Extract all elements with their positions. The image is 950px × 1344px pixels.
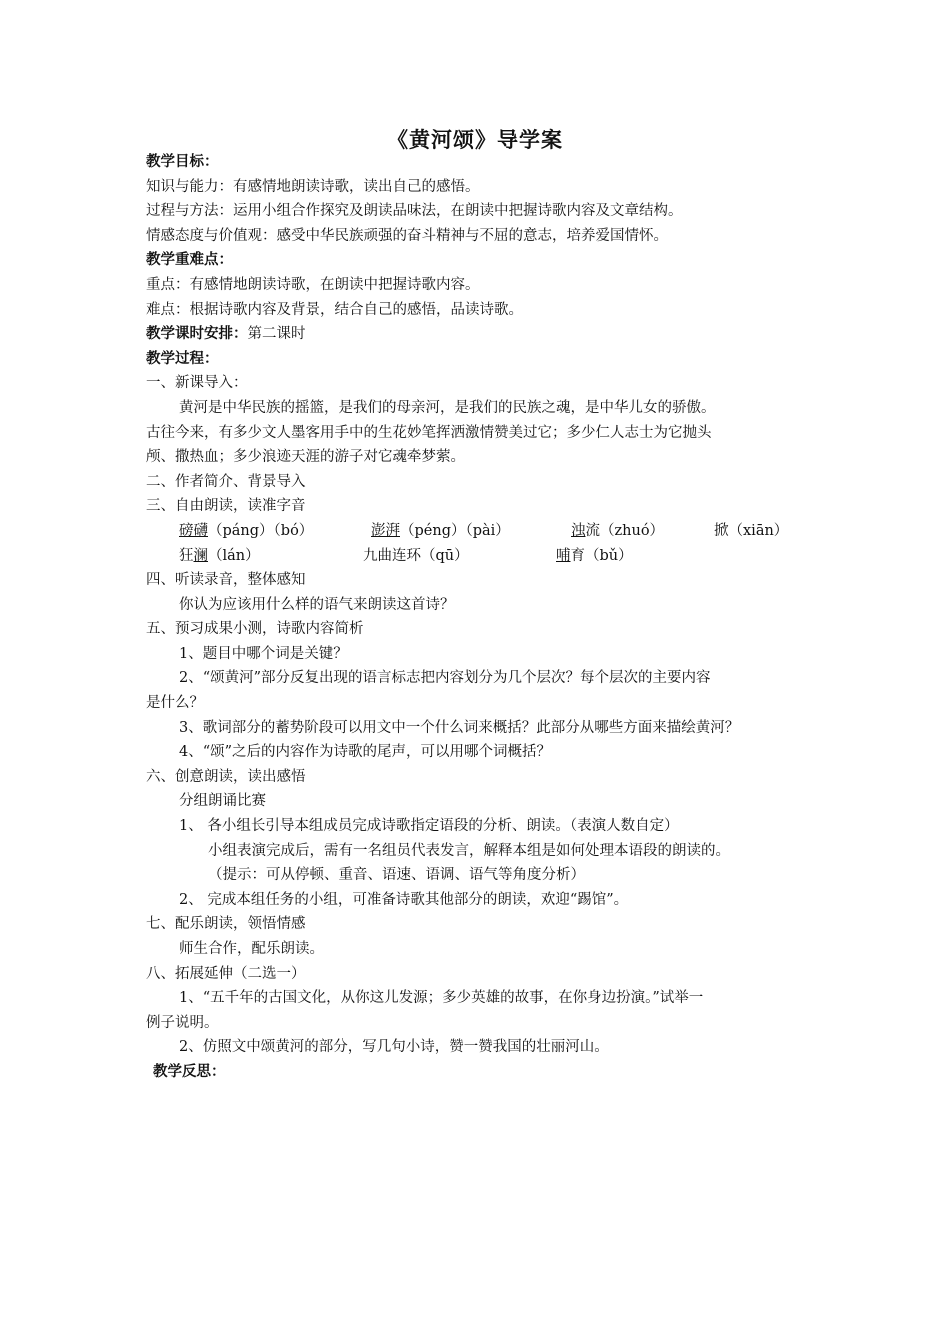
section-6-item-1: 1、 各小组长引导本组成员完成诗歌指定语段的分析、朗读。（表演人数自定） (179, 818, 679, 835)
vocab-word: 浊 (571, 522, 586, 539)
section-5-q4: 4、“颂”之后的内容作为诗歌的尾声，可以用哪个词概括？ (179, 744, 552, 761)
section-6-title: 六、创意朗读，读出感悟 (146, 768, 306, 785)
vocab-item (556, 544, 633, 569)
keypoint-difficulty: 难点：根据诗歌内容及背景，结合自己的感悟，品读诗歌。 (146, 301, 523, 318)
vocab-item (179, 519, 313, 544)
section-1-line-1: 黄河是中华民族的摇篮，是我们的母亲河，是我们的民族之魂，是中华儿女的骄傲。 (179, 399, 716, 416)
section-5-q1: 1、题目中哪个词是关键？ (179, 645, 348, 662)
document-title: 《黄河颂》导学案 (387, 128, 563, 152)
section-3-title: 三、自由朗读，读准字音 (146, 498, 306, 515)
vocab-pinyin: （zhuó） (600, 522, 665, 539)
vocab-row-1 (146, 519, 826, 544)
vocab-item (371, 519, 510, 544)
section-1-line-2: 古往今来，有多少文人墨客用手中的生花妙笔挥洒激情赞美过它；多少仁人志士为它抛头 (146, 424, 712, 441)
vocab-word: 澎湃 (371, 522, 400, 539)
section-5-q3: 3、歌词部分的蓄势阶段可以用文中一个什么词来概括？此部分从哪些方面来描绘黄河？ (179, 719, 740, 736)
objective-emotion: 情感态度与价值观：感受中华民族顽强的奋斗精神与不屈的意志，培养爱国情怀。 (146, 227, 668, 244)
vocab-rest: 育 (570, 547, 585, 564)
vocab-word: 磅礴 (179, 522, 208, 539)
section-8-q1-cont: 例子说明。 (146, 1014, 219, 1031)
section-6-item-1-detail: 小组表演完成后，需有一名组员代表发言，解释本组是如何处理本语段的朗读的。 (208, 842, 730, 859)
vocab-pinyin: （bǔ） (585, 547, 633, 564)
section-7-title: 七、配乐朗读，领悟情感 (146, 916, 306, 933)
section-5-q2-cont: 是什么？ (146, 695, 204, 712)
document-body (146, 150, 826, 1085)
vocab-row-2 (146, 544, 826, 569)
schedule-heading: 教学课时安排： (146, 326, 248, 343)
section-8-q1: 1、“五千年的古国文化，从你这儿发源；多少英雄的故事，在你身边扮演。”试举一 (179, 990, 704, 1007)
section-8-title: 八、拓展延伸（二选一） (146, 965, 306, 982)
section-5-title: 五、预习成果小测，诗歌内容简析 (146, 621, 364, 638)
section-4-title: 四、听读录音，整体感知 (146, 572, 306, 589)
vocab-item (179, 544, 260, 569)
section-1-title: 一、新课导入： (146, 375, 248, 392)
schedule-line (146, 322, 826, 347)
keypoint-focus: 重点：有感情地朗读诗歌，在朗读中把握诗歌内容。 (146, 276, 480, 293)
section-4-line: 你认为应该用什么样的语气来朗读这首诗？ (179, 596, 455, 613)
section-6-item-2: 2、 完成本组任务的小组，可准备诗歌其他部分的朗读，欢迎“踢馆”。 (179, 891, 629, 908)
section-1-line-3: 颅、撒热血；多少浪迹天涯的游子对它魂牵梦萦。 (146, 449, 465, 466)
section-6-item-1-hint: （提示：可从停顿、重音、语速、语调、语气等角度分析） (208, 867, 585, 884)
schedule-value: 第二课时 (247, 326, 306, 343)
vocab-word: 澜 (193, 547, 208, 564)
section-8-q2: 2、仿照文中颂黄河的部分，写几句小诗，赞一赞我国的壮丽河山。 (179, 1039, 609, 1056)
vocab-word: 哺 (556, 547, 571, 564)
vocab-item: 九曲连环（qū） (363, 547, 469, 564)
vocab-rest: 流 (585, 522, 600, 539)
objective-knowledge: 知识与能力：有感情地朗读诗歌，读出自己的感悟。 (146, 178, 480, 195)
vocab-pinyin: （páng）（bó） (208, 522, 314, 539)
objective-process: 过程与方法：运用小组合作探究及朗读品味法，在朗读中把握诗歌内容及文章结构。 (146, 203, 683, 220)
section-6-sub: 分组朗诵比赛 (179, 793, 266, 810)
vocab-item (714, 519, 788, 544)
vocab-pinyin: （xiān） (728, 522, 789, 539)
process-heading: 教学过程： (146, 350, 219, 367)
keypoints-heading: 教学重难点： (146, 252, 233, 269)
vocab-item (571, 519, 664, 544)
section-7-line: 师生合作，配乐朗读。 (179, 941, 324, 957)
reflection-heading: 教学反思： (153, 1063, 226, 1080)
section-2-title: 二、作者简介、背景导入 (146, 473, 306, 490)
vocab-pinyin: （péng）（pài） (400, 522, 510, 539)
objectives-heading: 教学目标： (146, 154, 219, 170)
vocab-word: 掀 (714, 522, 729, 539)
vocab-pinyin: （lán） (208, 547, 260, 564)
section-5-q2: 2、“颂黄河”部分反复出现的语言标志把内容划分为几个层次？每个层次的主要内容 (179, 670, 711, 687)
vocab-prefix: 狂 (179, 547, 194, 564)
